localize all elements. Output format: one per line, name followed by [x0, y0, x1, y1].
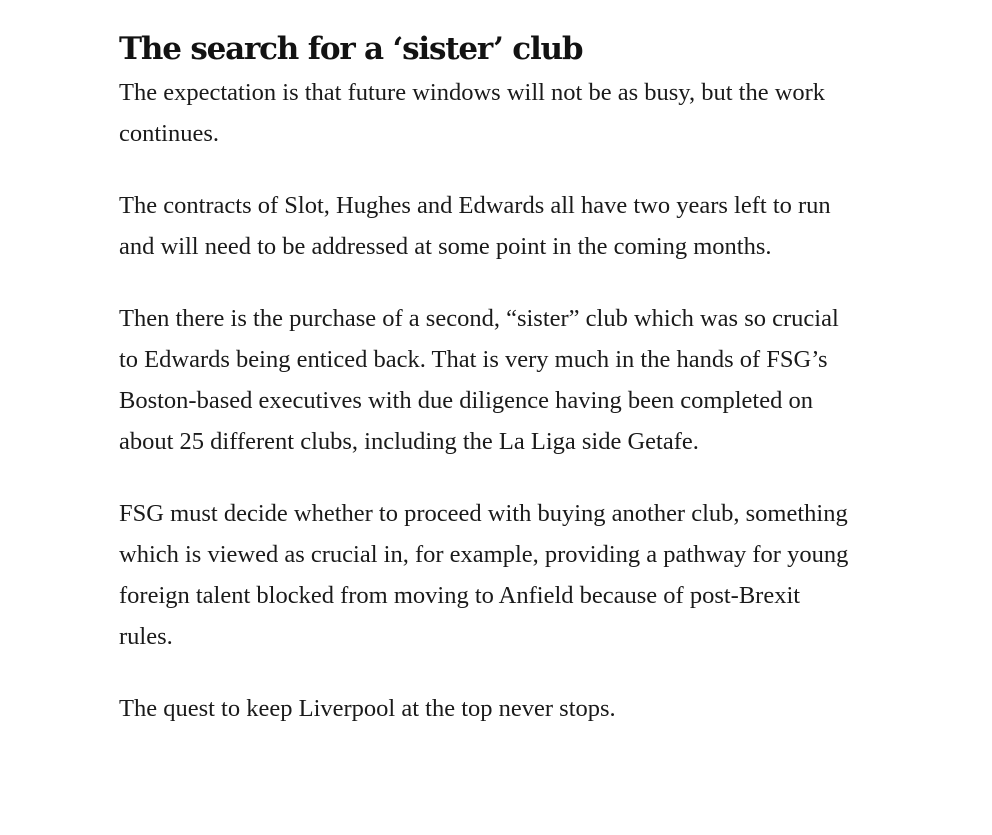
article-body [119, 28, 859, 729]
paragraph-conclusion: The quest to keep Liverpool at the top never stops. [119, 695, 616, 722]
paragraph-future-windows: The expectation is that future windows will not be as busy, but the work continues. [119, 79, 826, 147]
section-heading: The search for a ‘sister’ club [119, 31, 583, 67]
paragraph-fsg-decision: FSG must decide whether to proceed with buying another club, something which is viewed as crucial in, for example, providing a pathway for young foreign talent blocked from moving to Anfield because of post-Brexit rules. [119, 500, 849, 650]
paragraph-sister-club: Then there is the purchase of a second, “sister” club which was so crucial to Edwards being enticed back. That is very much in the hands of FSG’s Boston-based executives with due diligence having been completed on about 25 different clubs, including the La Liga side Getafe. [119, 305, 839, 455]
paragraph-contracts: The contracts of Slot, Hughes and Edwards all have two years left to run and will need to be addressed at some point in the coming months. [119, 192, 831, 260]
